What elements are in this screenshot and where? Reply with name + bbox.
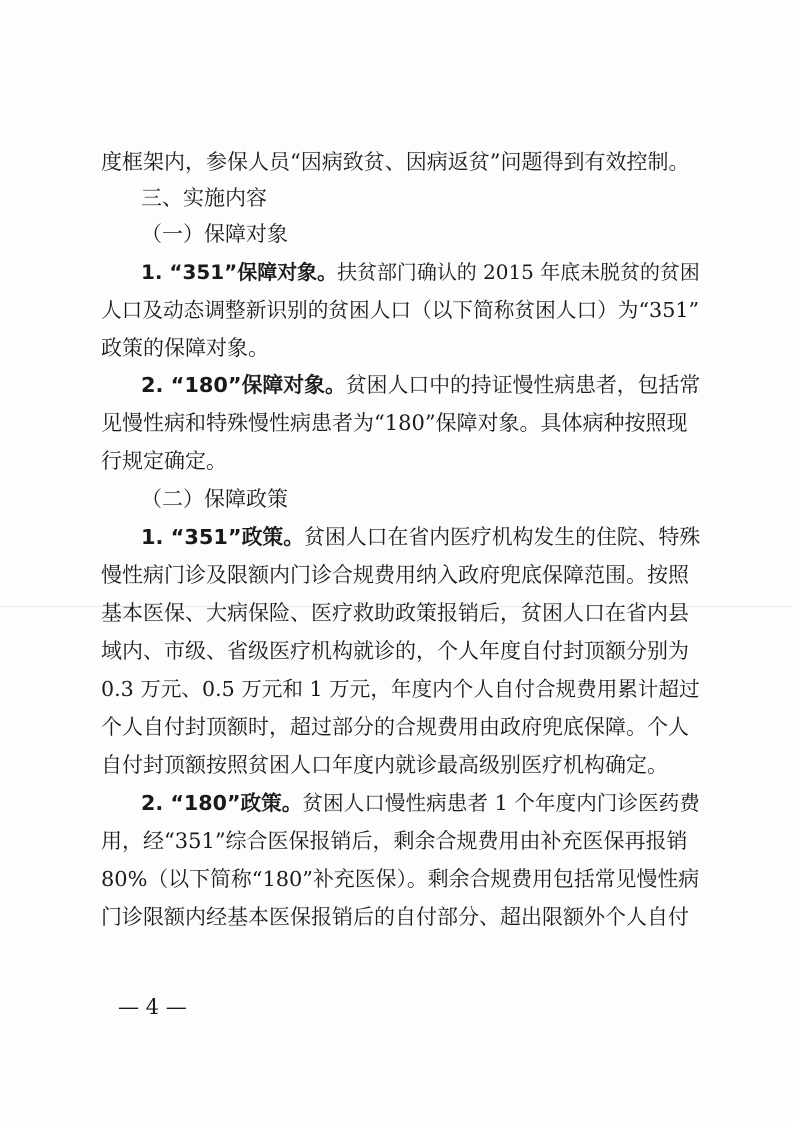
line-text: 贫困人口中的持证慢性病患者，包括常 bbox=[345, 373, 701, 397]
text-line bbox=[101, 600, 689, 626]
text-line bbox=[101, 562, 689, 588]
text-line bbox=[101, 676, 700, 702]
line-text: 慢性病门诊及限额内门诊合规费用纳入政府兜底保障范围。按照 bbox=[101, 563, 689, 587]
paragraph-lead: 2. “180”保障对象。 bbox=[141, 373, 346, 397]
line-text: 贫困人口慢性病患者 1 个年度内门诊医药费 bbox=[302, 791, 700, 815]
line-text: 基本医保、大病保险、医疗救助政策报销后，贫困人口在省内县 bbox=[101, 601, 689, 625]
line-text: 80%（以下简称“180”补充医保）。剩余合规费用包括常见慢性病 bbox=[101, 867, 700, 891]
paragraph-lead: 1. “351”政策。 bbox=[141, 525, 305, 549]
text-line bbox=[101, 335, 269, 361]
section-heading-text: 三、实施内容 bbox=[141, 186, 267, 210]
subsection-heading bbox=[141, 221, 288, 247]
paragraph-lead: 1. “351”保障对象。 bbox=[141, 260, 338, 284]
paragraph-lead-line bbox=[141, 259, 700, 285]
paragraph-lead-line bbox=[141, 372, 700, 398]
line-text: 贫困人口在省内医疗机构发生的住院、特殊 bbox=[304, 525, 701, 549]
paragraph-lead-line bbox=[141, 790, 700, 816]
line-text: 0.3 万元、0.5 万元和 1 万元，年度内个人自付合规费用累计超过 bbox=[101, 677, 700, 701]
line-text: 人口及动态调整新识别的贫困人口（以下简称贫困人口）为“351” bbox=[101, 298, 700, 322]
line-text: 个人自付封顶额时，超过部分的合规费用由政府兜底保障。个人 bbox=[101, 715, 689, 739]
line-text: 政策的保障对象。 bbox=[101, 336, 269, 360]
subsection-heading bbox=[141, 486, 288, 512]
line-text: 度框架内，参保人员“因病致贫、因病返贫”问题得到有效控制。 bbox=[101, 150, 690, 174]
line-text: 自付封顶额按照贫困人口年度内就诊最高级别医疗机构确定。 bbox=[101, 753, 668, 777]
text-line bbox=[101, 714, 689, 740]
line-text: 用，经“351”综合医保报销后，剩余合规费用由补充医保再报销 bbox=[101, 829, 688, 853]
subsection-heading-text: （一）保障对象 bbox=[141, 222, 288, 246]
text-line bbox=[101, 448, 227, 474]
line-text: 域内、市级、省级医疗机构就诊的，个人年度自付封顶额分别为 bbox=[101, 639, 689, 663]
text-line bbox=[101, 297, 699, 323]
line-text: 见慢性病和特殊慢性病患者为“180”保障对象。具体病种按照现 bbox=[101, 411, 688, 435]
text-line bbox=[101, 866, 699, 892]
text-line bbox=[101, 904, 689, 930]
subsection-heading-text: （二）保障政策 bbox=[141, 487, 288, 511]
text-line bbox=[101, 828, 688, 854]
text-line bbox=[101, 638, 689, 664]
text-line bbox=[101, 410, 688, 436]
line-text: 扶贫部门确认的 2015 年底未脱贫的贫困 bbox=[337, 260, 700, 284]
page-number: — 4 — bbox=[118, 995, 187, 1019]
text-line bbox=[101, 752, 668, 778]
line-text: 行规定确定。 bbox=[101, 449, 227, 473]
paragraph-lead: 2. “180”政策。 bbox=[141, 791, 303, 815]
section-heading bbox=[141, 185, 267, 211]
text-line bbox=[101, 149, 689, 175]
line-text: 门诊限额内经基本医保报销后的自付部分、超出限额外个人自付 bbox=[101, 905, 689, 929]
paragraph-lead-line bbox=[141, 524, 700, 550]
